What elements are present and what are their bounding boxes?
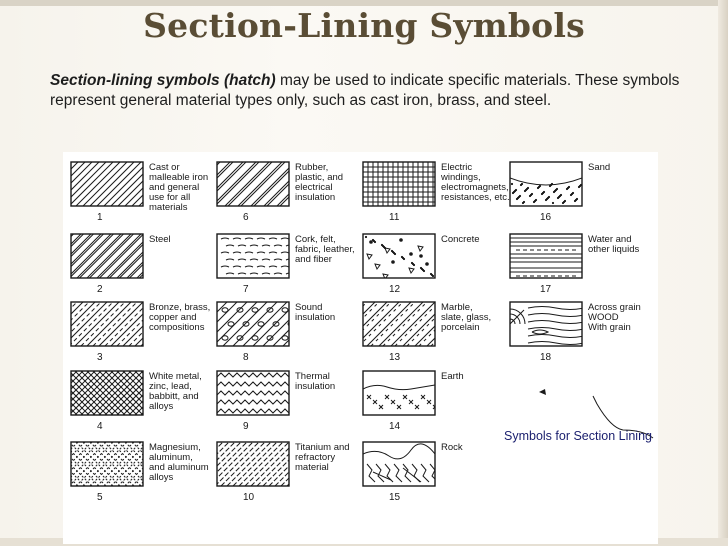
symbol-label-5: Magnesium, (149, 442, 201, 453)
symbol-label-7: fabric, leather, (295, 244, 355, 255)
symbol-number-9: 9 (243, 421, 249, 432)
symbol-label-1: and general (149, 182, 200, 193)
symbol-number-18: 18 (540, 352, 552, 363)
symbol-label-10: refractory (295, 452, 336, 463)
symbol-label-1: materials (149, 202, 188, 213)
symbol-label-13: porcelain (441, 322, 480, 333)
symbol-label-18: Across grain (588, 302, 641, 313)
symbol-label-9: Thermal (295, 371, 330, 382)
intro-emphasis: Section-lining symbols (hatch) (50, 72, 276, 89)
symbol-number-13: 13 (389, 352, 401, 363)
symbol-label-18: With grain (588, 322, 631, 333)
symbol-frame-7 (217, 234, 289, 278)
symbol-label-5: and aluminum (149, 462, 209, 473)
symbol-label-3: copper and (149, 312, 197, 323)
hatch-pattern-18 (510, 307, 584, 345)
symbol-number-14: 14 (389, 421, 401, 432)
symbol-number-2: 2 (97, 284, 103, 295)
hatch-pattern-12 (365, 236, 433, 279)
symbol-frame-14 (363, 371, 435, 415)
symbol-label-3: compositions (149, 322, 205, 333)
symbol-label-11: windings, (441, 172, 481, 183)
callout-label: Symbols for Section Lining (504, 429, 652, 443)
symbol-label-14: Earth (441, 371, 464, 382)
symbol-label-7: and fiber (295, 254, 332, 265)
symbol-label-13: slate, glass, (441, 312, 492, 323)
symbol-label-11: resistances, etc. (441, 192, 510, 203)
symbol-label-6: plastic, and (295, 172, 344, 183)
symbol-number-4: 4 (97, 421, 103, 432)
callout-arrowhead (539, 389, 546, 395)
symbol-label-9: insulation (295, 381, 336, 392)
symbol-number-1: 1 (97, 212, 103, 223)
symbol-label-6: Rubber, (295, 162, 329, 173)
symbol-label-1: malleable iron (149, 172, 209, 183)
symbol-label-4: zinc, lead, (149, 381, 192, 392)
symbol-label-10: material (295, 462, 329, 473)
slide-right-border (718, 0, 728, 546)
symbol-label-5: alloys (149, 472, 174, 483)
symbol-frame-17 (510, 234, 582, 278)
symbol-number-10: 10 (243, 492, 255, 503)
symbol-label-17: other liquids (588, 244, 640, 255)
symbol-label-17: Water and (588, 234, 632, 245)
symbol-number-15: 15 (389, 492, 401, 503)
symbol-label-13: Marble, (441, 302, 473, 313)
symbols-figure (63, 152, 658, 544)
symbol-label-4: babbitt, and (149, 391, 199, 402)
symbol-label-12: Concrete (441, 234, 480, 245)
slide-title: Section-Lining Symbols (143, 6, 585, 45)
intro-paragraph (50, 71, 690, 111)
hatch-pattern-14 (363, 385, 437, 409)
symbol-number-12: 12 (389, 284, 401, 295)
symbol-label-18: WOOD (588, 312, 619, 323)
symbol-label-1: Cast or (149, 162, 180, 173)
hatch-pattern-11 (363, 162, 435, 206)
symbol-label-6: insulation (295, 192, 336, 203)
symbol-label-7: Cork, felt, (295, 234, 336, 245)
symbol-label-11: electromagnets, (441, 182, 509, 193)
symbol-label-2: Steel (149, 234, 171, 245)
symbol-number-5: 5 (97, 492, 103, 503)
symbol-number-11: 11 (389, 212, 400, 223)
hatch-pattern-15 (363, 444, 438, 482)
symbol-label-5: aluminum, (149, 452, 193, 463)
hatch-pattern-16 (510, 178, 582, 204)
symbol-label-16: Sand (588, 162, 611, 173)
symbol-label-3: Bronze, brass, (149, 302, 211, 313)
symbol-frame-18 (510, 302, 582, 346)
hatch-pattern-6 (173, 162, 376, 206)
intro-text: may be used to indicate specific materials. These symbols represent general material types only, such as cast iron, brass, and steel. (50, 72, 680, 109)
symbol-label-11: Electric (441, 162, 473, 173)
symbol-label-8: insulation (295, 312, 336, 323)
symbol-number-17: 17 (540, 284, 552, 295)
symbol-label-4: White metal, (149, 371, 202, 382)
symbol-number-6: 6 (243, 212, 249, 223)
symbol-label-4: alloys (149, 401, 174, 412)
hatch-pattern-4 (63, 371, 227, 415)
symbol-label-1: use for all (149, 192, 191, 203)
hatch-pattern-7 (221, 238, 294, 274)
symbol-number-16: 16 (540, 212, 552, 223)
hatch-pattern-13 (319, 302, 523, 346)
hatch-pattern-1 (63, 162, 225, 206)
hatch-pattern-17 (510, 238, 582, 276)
symbol-frame-11 (363, 162, 435, 206)
symbol-label-10: Titanium and (295, 442, 350, 453)
symbol-number-3: 3 (97, 352, 103, 363)
symbol-label-8: Sound (295, 302, 323, 313)
symbol-label-15: Rock (441, 442, 463, 453)
symbol-label-6: electrical (295, 182, 333, 193)
symbol-number-8: 8 (243, 352, 249, 363)
symbol-number-7: 7 (243, 284, 249, 295)
